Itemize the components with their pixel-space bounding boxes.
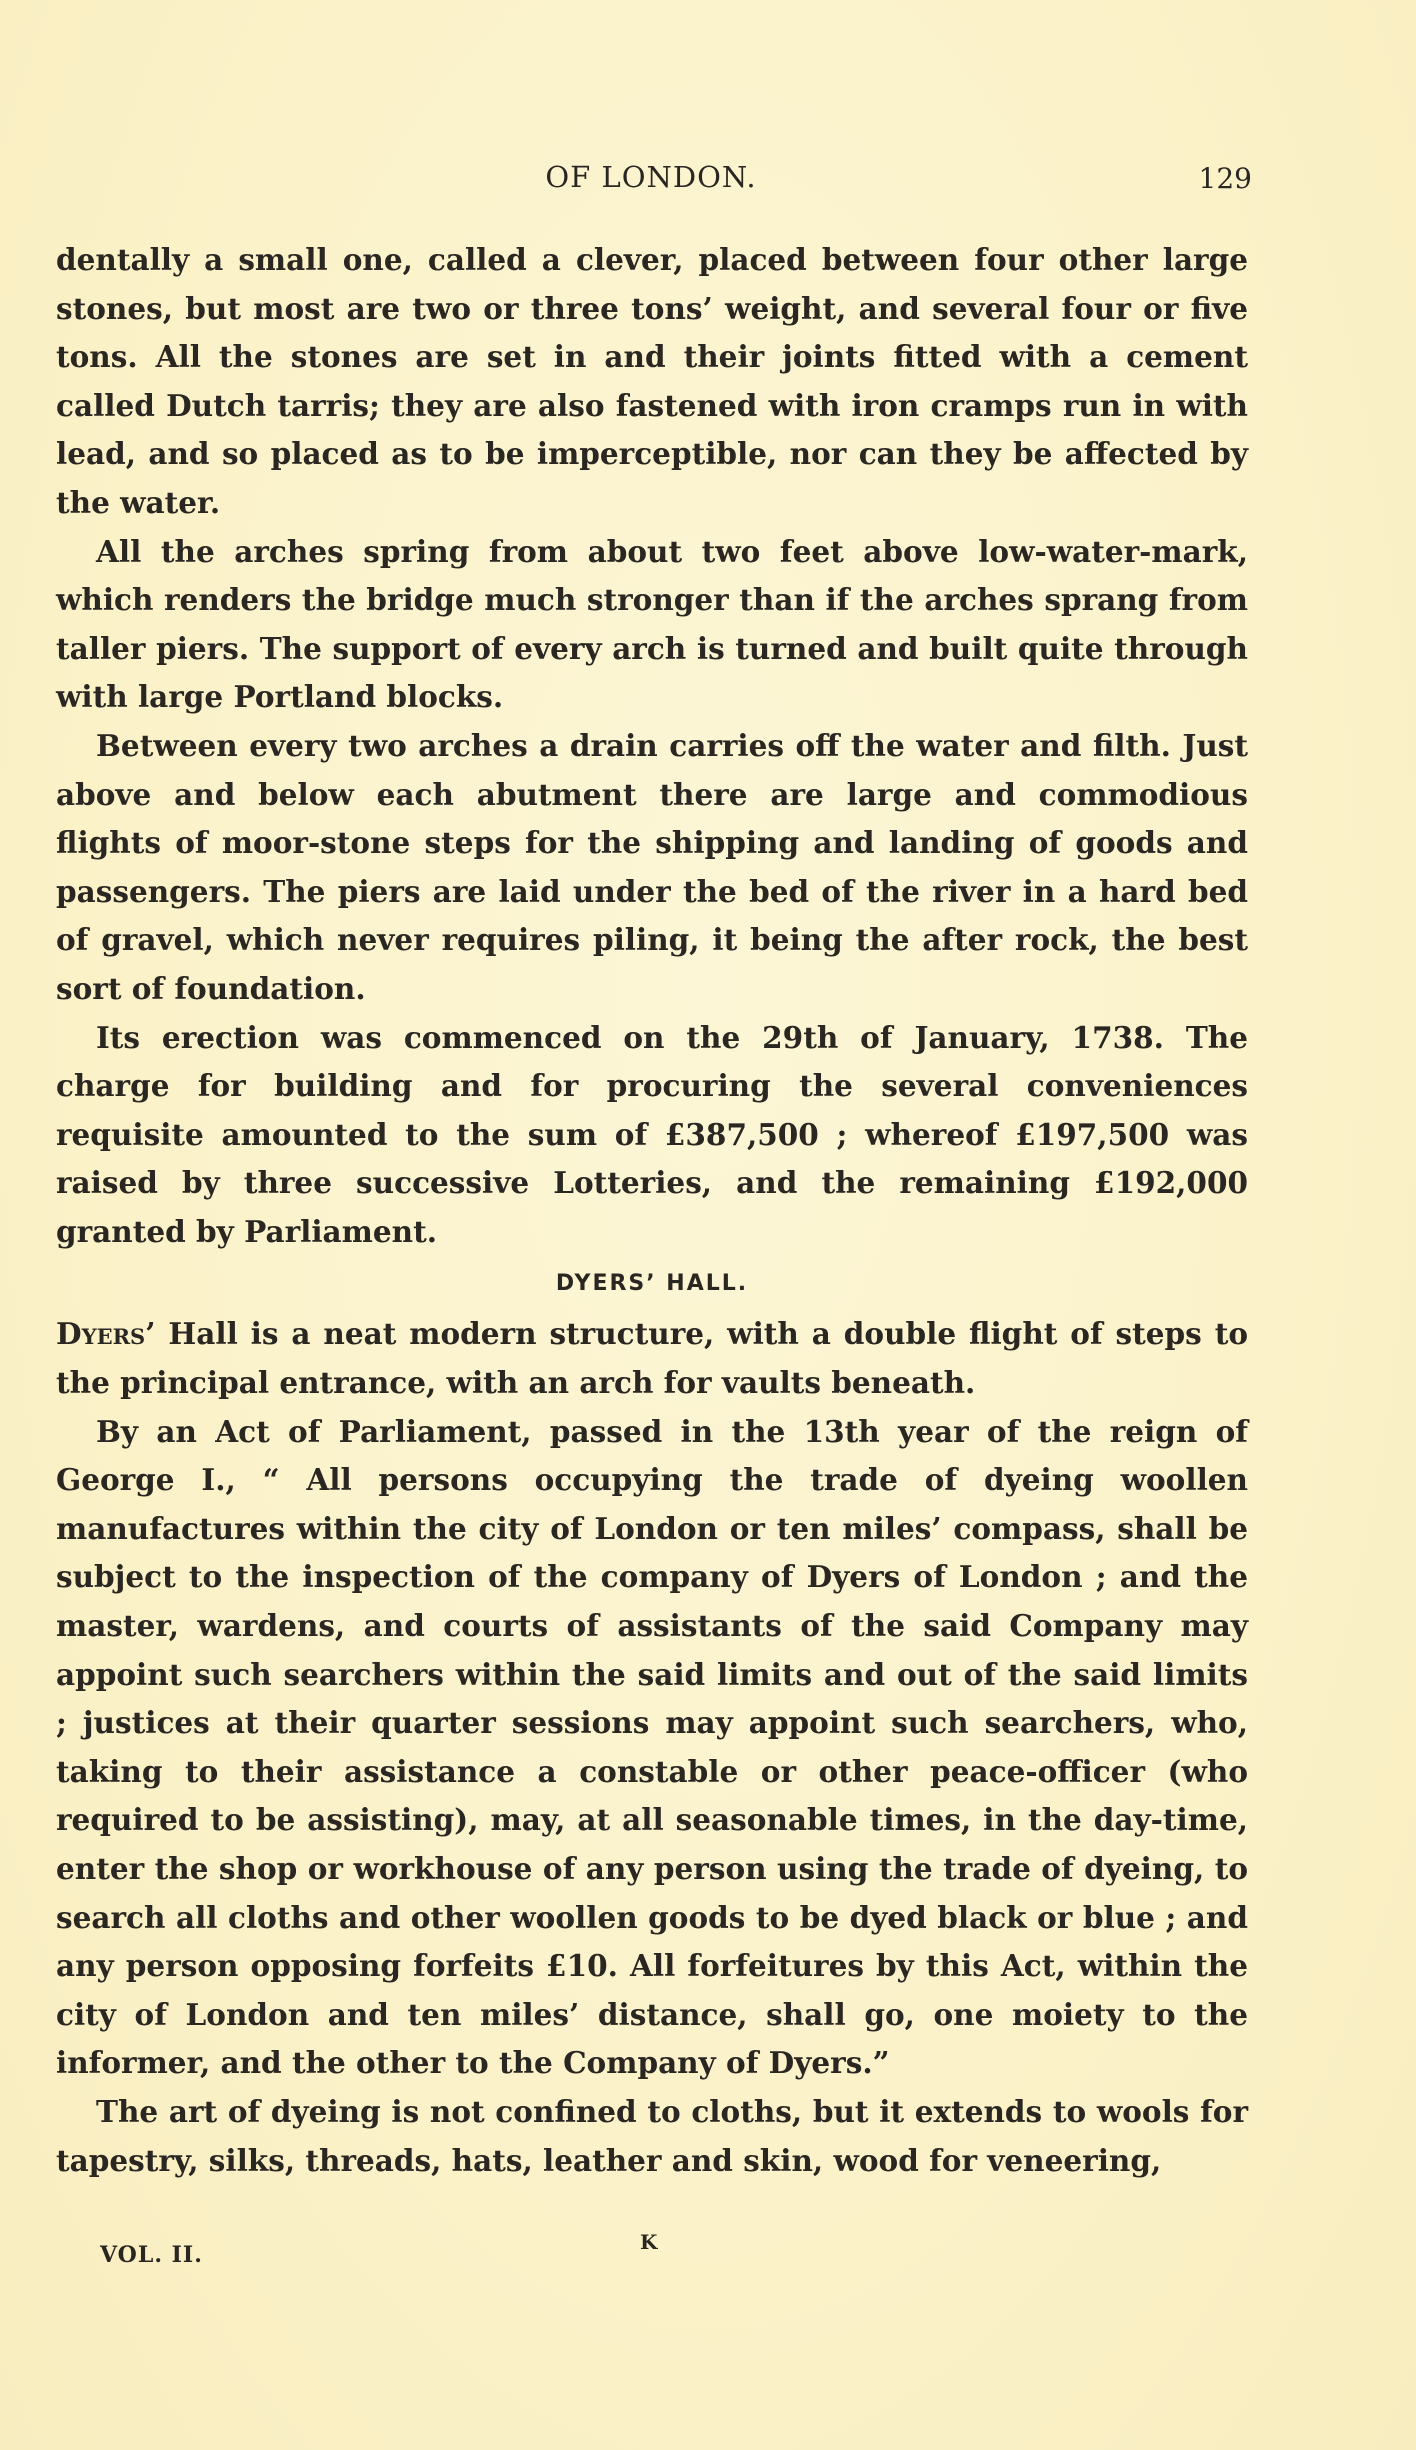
paragraph: The art of dyeing is not confined to cloths, but it extends to wools for tapestry, silks, threads, hats, leather and skin, wood for veneering, <box>56 2093 1248 2178</box>
paragraph: dentally a small one, called a clever, placed between four other large stones, but most are two or three tons’ weight, and several four or five tons. All the stones are set in and their joints fitted with a cement called Dutch tarris; they are also fastened with iron cramps run in with lead, and so placed as to be imperceptible, nor can they be affected by the water. <box>56 242 1248 520</box>
page-footer <box>100 2230 1200 2276</box>
running-title: OF LONDON. <box>545 160 757 194</box>
volume-label: VOL. II. <box>100 2242 203 2268</box>
running-head <box>56 160 1252 200</box>
paragraph: By an Act of Parliament, passed in the 13th year of the reign of George I., “ All persons occupying the trade of dyeing woollen manufactures within the city of London or ten miles’ compass, shall be subject to the inspection of the company of Dyers of London ; and the master, wardens, and courts of assistants of the said Company may appoint such searchers within the said limits and out of the said limits ; justices at their quarter sessions may appoint such searchers, who, taking to their assistance a constable or other peace-officer (who required to be assisting), may, at all seasonable times, in the day-time, enter the shop or workhouse of any person using the trade of dyeing, to search all cloths and other woollen goods to be dyed black or blue ; and any person opposing forfeits £10. All forfeitures by this Act, within the city of London and ten miles’ distance, shall go, one moiety to the informer, and the other to the Company of Dyers.” <box>56 1413 1248 2081</box>
paragraph: Its erection was commenced on the 29th of January, 1738. The charge for building and for procuring the several conveniences requisite amounted to the sum of £387,500 ; whereof £197,500 was raised by three successive Lotteries, and the remaining £192,000 granted by Parliament. <box>56 1019 1248 1249</box>
signature-mark: K <box>640 2230 658 2254</box>
section-heading: DYERS’ HALL. <box>555 1271 749 1297</box>
paragraph: All the arches spring from about two feet above low-water-mark, which renders the bridge much stronger than if the arches sprang from taller piers. The support of every arch is turned and built quite through with large Portland blocks. <box>56 533 1248 715</box>
paragraph <box>56 1310 1248 1407</box>
body-text <box>56 236 1248 2185</box>
paragraph: Between every two arches a drain carries off the water and filth. Just above and below each abutment there are large and commodious flights of moor-stone steps for the shipping and landing of goods and passengers. The piers are laid under the bed of the river in a hard bed of gravel, which never requires piling, it being the after rock, the best sort of foundation. <box>56 727 1248 1006</box>
lead-smallcaps: Dyers’ <box>56 1316 156 1352</box>
page-number: 129 <box>1198 162 1252 195</box>
paragraph-text: Hall is a neat modern structure, with a double flight of steps to the principal entrance, with an arch for vaults beneath. <box>56 1316 1248 1401</box>
